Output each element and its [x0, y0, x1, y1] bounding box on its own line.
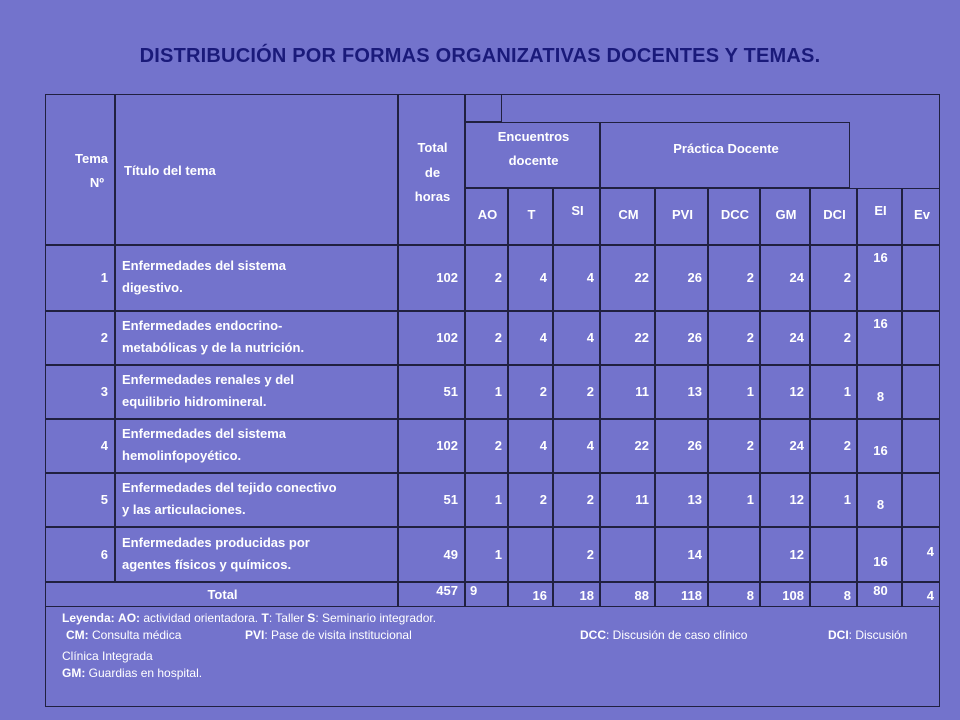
table-row-1-title-line2: digestivo.	[122, 280, 183, 295]
header-encuentros	[465, 122, 600, 188]
table-row-3-t	[508, 365, 553, 419]
table-row-5-ev	[902, 473, 940, 527]
header-col-pvi-text: PVI	[672, 207, 693, 222]
table-row-3-ev	[902, 365, 940, 419]
table-row-3-title-line1: Enfermedades renales y del	[122, 372, 294, 387]
legend-pvi-text: : Pase de visita institucional	[264, 628, 412, 642]
table-row-4-si	[553, 419, 600, 473]
header-col-ei-text: EI	[874, 203, 887, 218]
table-row-4-ei	[857, 419, 902, 473]
legend-ao-text: actividad orientadora.	[143, 611, 259, 625]
legend-dci-text: : Discusión	[848, 628, 908, 642]
legend-cm-text: Consulta médica	[92, 628, 182, 642]
legend-dcc-text: : Discusión de caso clínico	[606, 628, 748, 642]
table-row-1-ev	[902, 245, 940, 311]
table-row-5-pvi	[655, 473, 708, 527]
table-row-3-pvi	[655, 365, 708, 419]
table-row-5-num	[45, 473, 115, 527]
table-row-4-dci	[810, 419, 857, 473]
header-col-dci-text: DCI	[823, 207, 846, 222]
table-row-1-ao-text: 2	[494, 270, 502, 285]
header-col-si-text: SI	[571, 203, 584, 218]
table-row-1-cm	[600, 245, 655, 311]
header-tema-line1: Tema	[75, 151, 108, 166]
table-row-6-gm-text: 12	[789, 546, 804, 562]
table-row-6-total	[398, 527, 465, 582]
table-row-6-dcc	[708, 527, 760, 582]
table-row-5-ei-text: 8	[876, 497, 885, 512]
legend-line-2	[62, 627, 932, 644]
table-row-3-num	[45, 365, 115, 419]
table-row-2-title-line2: metabólicas y de la nutrición.	[122, 340, 305, 355]
table-row-2-ev	[902, 311, 940, 365]
table-row-2-dci-text: 2	[843, 330, 851, 345]
total-row-cm-text: 88	[634, 588, 649, 603]
table-row-2-si	[553, 311, 600, 365]
legend-line-1	[62, 610, 932, 627]
table-row-5-dci	[810, 473, 857, 527]
table-row-3-dcc-text: 1	[746, 384, 754, 399]
table-row-1-dcc-text: 2	[746, 270, 754, 285]
table-row-4-title	[115, 419, 398, 473]
total-row-label	[45, 582, 398, 607]
table-row-1-total	[398, 245, 465, 311]
total-row-cm	[600, 582, 655, 607]
header-col-gm	[760, 188, 810, 245]
table-row-3-dci	[810, 365, 857, 419]
table-row-3-title	[115, 365, 398, 419]
legend-pvi-key: PVI	[245, 628, 265, 642]
header-col-dcc	[708, 188, 760, 245]
table-row-3-total	[398, 365, 465, 419]
header-titulo-text: Título del tema	[124, 163, 216, 178]
table-row-2-t-text: 4	[539, 330, 547, 345]
table-row-2-num	[45, 311, 115, 365]
table-row-3-num-text: 3	[100, 384, 108, 399]
legend-s-text: : Seminario integrador.	[315, 611, 437, 625]
table-row-5-total	[398, 473, 465, 527]
total-row-total-text: 457	[436, 583, 458, 598]
total-row-ei-text: 80	[873, 583, 888, 598]
table-row-2-ao	[465, 311, 508, 365]
header-col-t	[508, 188, 553, 245]
table-row-4-ao-text: 2	[494, 438, 502, 453]
legend-ao-key: AO:	[118, 611, 141, 625]
table-row-2-ao-text: 2	[494, 330, 502, 345]
table-row-2-ei	[857, 311, 902, 365]
legend-label: Leyenda:	[62, 611, 115, 625]
total-row-dci-text: 8	[843, 588, 851, 603]
header-encuentros-line2: docente	[508, 153, 559, 168]
table-row-4-cm-text: 22	[634, 438, 649, 453]
header-col-t-text: T	[527, 207, 536, 222]
table-row-5-num-text: 5	[100, 492, 108, 507]
table-row-5-total-text: 51	[443, 492, 458, 507]
total-row-label-text: Total	[207, 587, 238, 602]
total-row-t	[508, 582, 553, 607]
legend-t-key: T	[261, 611, 269, 625]
table-row-1-dci-text: 2	[843, 270, 851, 285]
table-row-4-pvi	[655, 419, 708, 473]
table-row-1-gm-text: 24	[789, 270, 804, 285]
legend-s-key: S	[307, 611, 316, 625]
header-col-ei	[857, 188, 902, 245]
table-row-5-t-text: 2	[539, 492, 547, 507]
header-col-gm-text: GM	[775, 207, 797, 222]
total-row-pvi	[655, 582, 708, 607]
table-row-6-dci	[810, 527, 857, 582]
header-tema	[45, 94, 115, 245]
table-row-4-ei-text: 16	[873, 443, 888, 458]
header-col-pvi	[655, 188, 708, 245]
table-row-6-gm	[760, 527, 810, 582]
table-row-4-title-line2: hemolinfopoyético.	[122, 448, 242, 463]
table-row-4-gm-text: 24	[789, 438, 804, 453]
total-row-gm-text: 108	[782, 588, 804, 603]
total-row-total	[398, 582, 465, 607]
table-row-6-title-line1: Enfermedades producidas por	[122, 534, 310, 550]
header-titulo	[115, 94, 398, 245]
table-row-6-num-text: 6	[100, 546, 108, 562]
total-row-ev-text: 4	[926, 588, 934, 603]
table-row-5-cm	[600, 473, 655, 527]
header-col-ev	[902, 188, 940, 245]
table-row-4-si-text: 4	[586, 438, 594, 453]
table-row-5-ei	[857, 473, 902, 527]
table-row-3-dci-text: 1	[843, 384, 851, 399]
table-row-3-cm-text: 11	[635, 384, 649, 399]
table-row-4-dcc-text: 2	[746, 438, 754, 453]
total-row-gm	[760, 582, 810, 607]
table-row-4-total-text: 102	[436, 438, 458, 453]
table-row-1-dcc	[708, 245, 760, 311]
table-row-1-title	[115, 245, 398, 311]
total-row-pvi-text: 118	[681, 588, 702, 603]
table-row-6-ev-text: 4	[926, 543, 934, 559]
table-row-3-si	[553, 365, 600, 419]
table-row-2-t	[508, 311, 553, 365]
table-row-1-total-text: 102	[436, 270, 458, 285]
table-row-2-pvi-text: 26	[687, 330, 702, 345]
table-row-6-num	[45, 527, 115, 582]
table-row-6-pvi	[655, 527, 708, 582]
total-row-dcc	[708, 582, 760, 607]
table-row-5-pvi-text: 13	[687, 492, 702, 507]
table-row-1-gm	[760, 245, 810, 311]
table-row-6-si	[553, 527, 600, 582]
table-row-1-title-line1: Enfermedades del sistema	[122, 258, 287, 273]
header-total	[398, 94, 465, 245]
table-row-5-dcc	[708, 473, 760, 527]
table-row-6-title-line2: agentes físicos y químicos.	[122, 556, 292, 572]
table-row-1-pvi-text: 26	[687, 270, 702, 285]
table-row-3-pvi-text: 13	[687, 384, 702, 399]
header-total-line2: de	[424, 165, 441, 180]
total-row-ao-text: 9	[470, 583, 478, 598]
header-col-ev-text: Ev	[914, 207, 930, 222]
header-corner-box	[465, 94, 502, 122]
table-row-3-gm-text: 12	[789, 384, 804, 399]
table-row-5-title	[115, 473, 398, 527]
table-row-2-title-line1: Enfermedades endocrino-	[122, 318, 283, 333]
table-row-5-title-line2: y las articulaciones.	[122, 502, 246, 517]
table-row-3-gm	[760, 365, 810, 419]
table-row-6-ao	[465, 527, 508, 582]
legend-dcc-key: DCC	[580, 628, 606, 642]
header-total-line1: Total	[417, 140, 448, 155]
table-row-1-ei	[857, 245, 902, 311]
table-row-4-dci-text: 2	[843, 438, 851, 453]
table-row-3-total-text: 51	[443, 384, 458, 399]
table-row-4-gm	[760, 419, 810, 473]
table-row-3-ei	[857, 365, 902, 419]
table-row-5-si	[553, 473, 600, 527]
header-practica	[600, 122, 850, 188]
table-row-6-ev	[902, 527, 940, 582]
table-row-5-dcc-text: 1	[746, 492, 754, 507]
table-row-3-ei-text: 8	[876, 389, 885, 404]
total-row-si-text: 18	[579, 588, 594, 603]
table-row-6-ei-text: 16	[873, 553, 888, 569]
table-row-5-gm	[760, 473, 810, 527]
table-row-3-dcc	[708, 365, 760, 419]
table-row-4-total	[398, 419, 465, 473]
table-row-4-t-text: 4	[539, 438, 547, 453]
header-col-cm-text: CM	[618, 207, 639, 222]
page-title: DISTRIBUCIÓN POR FORMAS ORGANIZATIVAS DOCENTES Y TEMAS.	[139, 45, 821, 67]
table-row-1-ao	[465, 245, 508, 311]
table-row-4-dcc	[708, 419, 760, 473]
header-practica-text: Práctica Docente	[673, 141, 779, 156]
table-row-2-dci	[810, 311, 857, 365]
table-row-3-ao-text: 1	[494, 384, 502, 399]
table-row-5-dci-text: 1	[843, 492, 851, 507]
table-row-4-num-text: 4	[100, 438, 108, 453]
table-row-6-total-text: 49	[443, 546, 458, 562]
table-row-6-ei	[857, 527, 902, 582]
table-row-4-pvi-text: 26	[687, 438, 702, 453]
legend-t-text: : Taller	[268, 611, 304, 625]
table-row-1-si	[553, 245, 600, 311]
total-row-ao	[465, 582, 508, 607]
legend-dci-key: DCI	[828, 628, 849, 642]
table-row-2-num-text: 2	[100, 330, 108, 345]
table-row-5-title-line1: Enfermedades del tejido conectivo	[122, 480, 337, 495]
table-row-2-title	[115, 311, 398, 365]
table-row-6-cm	[600, 527, 655, 582]
table-row-2-dcc	[708, 311, 760, 365]
table-row-5-cm-text: 11	[635, 492, 649, 507]
header-col-ao-text: AO	[477, 207, 498, 222]
table-row-4-num	[45, 419, 115, 473]
legend-gm-key: GM:	[62, 666, 86, 680]
legend-cm-key: CM:	[66, 628, 89, 642]
table-row-2-pvi	[655, 311, 708, 365]
table-row-6-ao-text: 1	[494, 546, 502, 562]
header-total-line3: horas	[414, 189, 451, 204]
table-row-3-cm	[600, 365, 655, 419]
table-row-4-ev	[902, 419, 940, 473]
header-encuentros-line1: Encuentros	[497, 129, 570, 144]
table-row-2-dcc-text: 2	[746, 330, 754, 345]
table-row-4-title-line1: Enfermedades del sistema	[122, 426, 287, 441]
table-row-1-ei-text: 16	[873, 250, 888, 265]
total-row-dci	[810, 582, 857, 607]
total-row-ev	[902, 582, 940, 607]
table-row-5-gm-text: 12	[789, 492, 804, 507]
table-row-3-t-text: 2	[539, 384, 547, 399]
table-row-6-t	[508, 527, 553, 582]
header-col-dci	[810, 188, 857, 245]
table-row-4-cm	[600, 419, 655, 473]
table-row-1-cm-text: 22	[634, 270, 649, 285]
header-tema-line2: Nº	[89, 175, 104, 190]
table-row-4-t	[508, 419, 553, 473]
header-col-ao	[465, 188, 508, 245]
total-row-t-text: 16	[532, 588, 547, 603]
table-row-1-num-text: 1	[100, 270, 108, 285]
table-row-6-title	[115, 527, 398, 582]
table-row-2-si-text: 4	[586, 330, 594, 345]
table-row-1-t	[508, 245, 553, 311]
table-row-1-num	[45, 245, 115, 311]
table-row-2-cm	[600, 311, 655, 365]
table-row-5-ao	[465, 473, 508, 527]
table-row-1-t-text: 4	[539, 270, 547, 285]
legend-line-4	[62, 665, 932, 682]
legend-gm-text: Guardias en hospital.	[88, 666, 203, 680]
header-col-cm	[600, 188, 655, 245]
table-row-1-dci	[810, 245, 857, 311]
table-row-4-ao	[465, 419, 508, 473]
table-row-5-t	[508, 473, 553, 527]
table-row-2-cm-text: 22	[634, 330, 649, 345]
table-row-2-total-text: 102	[436, 330, 458, 345]
legend	[62, 610, 932, 682]
table-row-5-ao-text: 1	[494, 492, 502, 507]
table-row-2-gm-text: 24	[789, 330, 804, 345]
table-row-2-gm	[760, 311, 810, 365]
legend-dci-text-2: Clínica Integrada	[62, 649, 153, 663]
table-row-2-ei-text: 16	[873, 316, 888, 331]
table-row-5-si-text: 2	[586, 492, 594, 507]
total-row-si	[553, 582, 600, 607]
table-row-6-si-text: 2	[586, 546, 594, 562]
table-row-2-total	[398, 311, 465, 365]
table-row-1-pvi	[655, 245, 708, 311]
total-row-ei	[857, 582, 902, 607]
total-row-dcc-text: 8	[746, 588, 754, 603]
table-row-3-si-text: 2	[586, 384, 594, 399]
table-row-6-pvi-text: 14	[687, 546, 702, 562]
header-col-dcc-text: DCC	[720, 207, 750, 222]
table-row-3-title-line2: equilibrio hidromineral.	[122, 394, 267, 409]
header-col-si	[553, 188, 600, 245]
table-row-1-si-text: 4	[586, 270, 594, 285]
table-row-3-ao	[465, 365, 508, 419]
